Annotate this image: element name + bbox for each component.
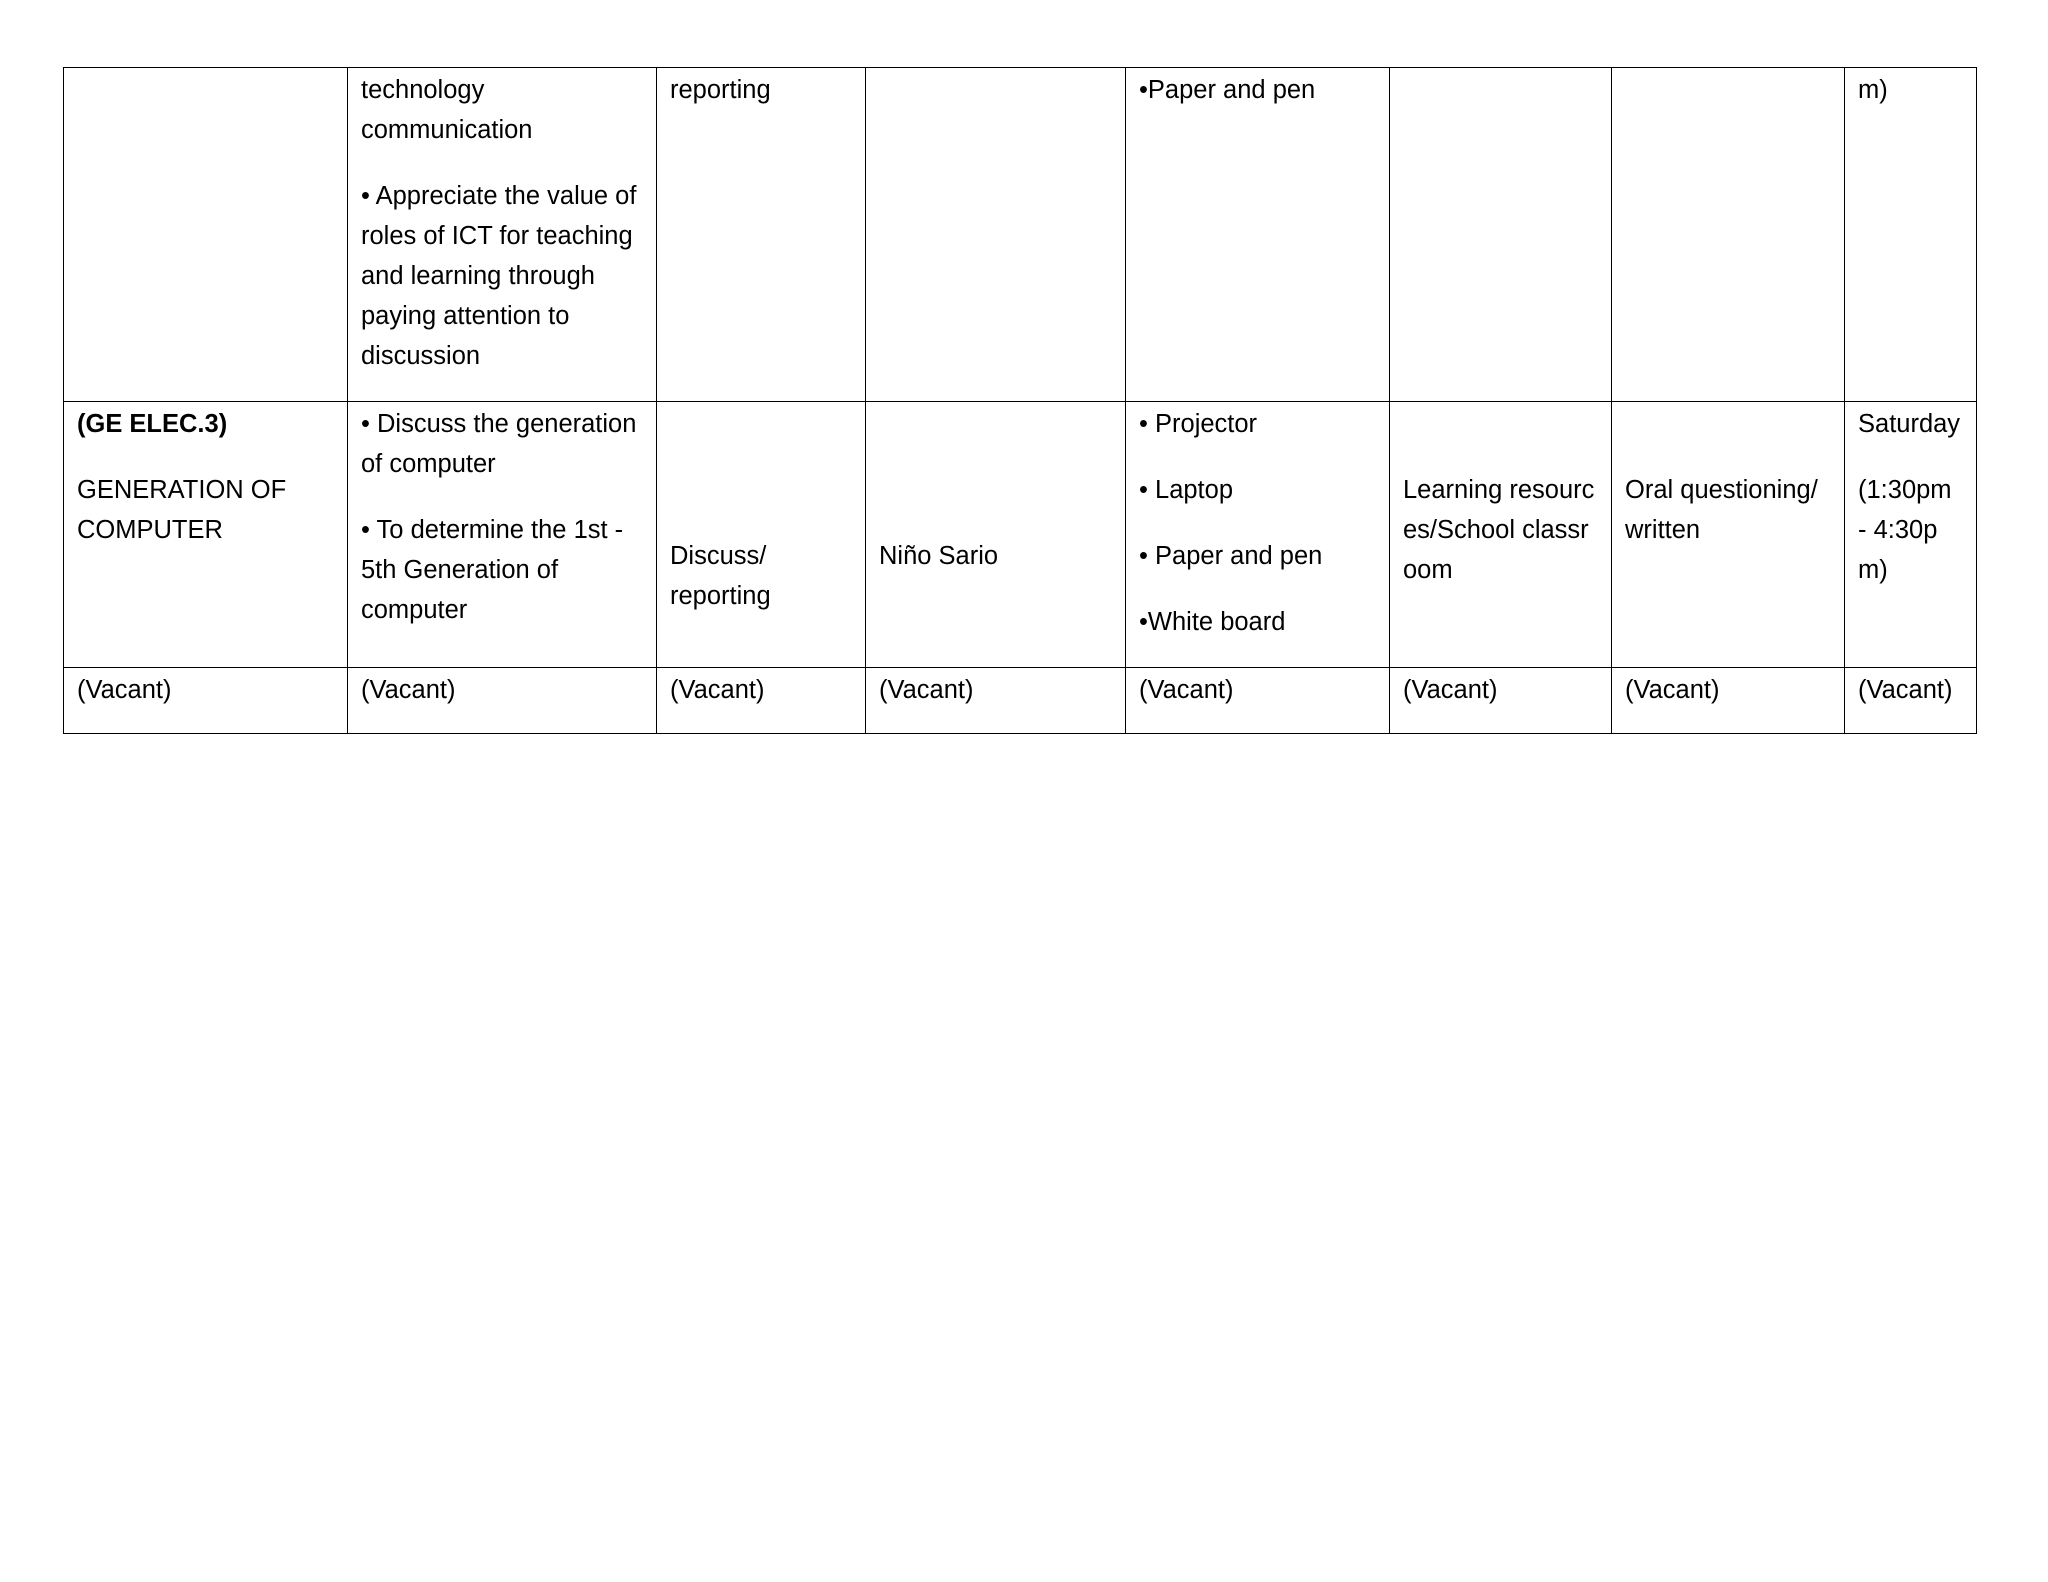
cell-paragraph: •Paper and pen [1139,76,1316,104]
cell-paragraph: • Discuss the generation of computer [361,410,637,478]
table-cell-strategy [657,68,866,402]
cell-paragraph: reporting [670,76,771,104]
cell-paragraph: • Laptop [1139,476,1234,504]
table-cell-subject [64,668,348,734]
cell-paragraph: • Projector [1139,410,1258,438]
cell-paragraph: m) [1858,76,1888,104]
table-cell-venue [1390,668,1612,734]
table-row [64,68,1977,402]
cell-paragraph: (Vacant) [1139,676,1234,704]
cell-paragraph: Oral questioning/written [1625,476,1818,544]
subject-title: GENERATION OF COMPUTER [77,476,287,544]
cell-paragraph: Learning resources/School classroom [1403,476,1595,584]
table-cell-instructor [866,68,1126,402]
table-cell-instructor [866,402,1126,668]
cell-paragraph: (Vacant) [1858,676,1953,704]
table-row [64,668,1977,734]
cell-paragraph: (Vacant) [1403,676,1498,704]
cell-paragraph: technology communication [361,76,533,144]
cell-paragraph: Discuss/ reporting [670,542,771,610]
cell-paragraph: (Vacant) [879,676,974,704]
table-cell-objectives [348,668,657,734]
table-cell-subject [64,68,348,402]
table-cell-objectives [348,68,657,402]
table-cell-subject [64,402,348,668]
cell-paragraph: • Appreciate the value of roles of ICT for teaching and learning through paying attention to discussion [361,182,637,370]
schedule-table [63,67,1977,734]
cell-paragraph: • To determine the 1st - 5th Generation of computer [361,516,624,624]
cell-paragraph: (1:30pm - 4:30pm) [1858,476,1952,584]
table-cell-assessment [1612,68,1845,402]
cell-paragraph: • Paper and pen [1139,542,1323,570]
table-row [64,402,1977,668]
table-cell-materials [1126,402,1390,668]
table-cell-objectives [348,402,657,668]
table-cell-venue [1390,68,1612,402]
cell-paragraph: (Vacant) [670,676,765,704]
table-cell-schedule [1845,402,1977,668]
cell-paragraph: Niño Sario [879,542,999,570]
cell-paragraph: (Vacant) [1625,676,1720,704]
table-cell-assessment [1612,402,1845,668]
table-cell-strategy [657,402,866,668]
cell-paragraph: (Vacant) [77,676,172,704]
table-cell-materials [1126,668,1390,734]
cell-paragraph: (Vacant) [361,676,456,704]
table-cell-schedule [1845,68,1977,402]
table-cell-schedule [1845,668,1977,734]
cell-paragraph: •White board [1139,608,1286,636]
subject-code: (GE ELEC.3) [77,410,228,438]
table-cell-materials [1126,68,1390,402]
table-cell-strategy [657,668,866,734]
table-cell-instructor [866,668,1126,734]
table-cell-assessment [1612,668,1845,734]
table-cell-venue [1390,402,1612,668]
cell-paragraph: Saturday [1858,410,1961,438]
